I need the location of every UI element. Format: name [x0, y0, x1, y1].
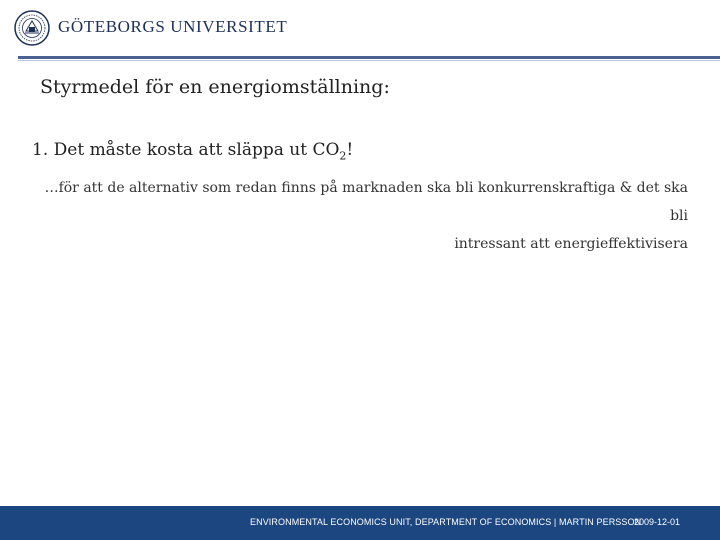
university-seal-icon [14, 10, 50, 46]
point-text: Det måste kosta att släppa ut CO [53, 140, 340, 160]
point-number: 1. [32, 140, 49, 160]
numbered-point [32, 140, 353, 162]
slide-title: Styrmedel för en energiomställning: [40, 76, 390, 98]
detail-line: …för att de alternativ som redan finns på marknaden ska bli konkurrenskraftiga & det ska bli [44, 180, 688, 224]
footer-credit: ENVIRONMENTAL ECONOMICS UNIT, DEPARTMENT OF ECONOMICS | MARTIN PERSSON [250, 517, 642, 527]
header-divider-thin [18, 60, 720, 61]
detail-line: intressant att energieffektivisera [454, 236, 688, 252]
point-end: ! [346, 140, 354, 160]
footer-date: 2009-12-01 [634, 517, 681, 527]
point-subscript: 2 [339, 149, 347, 163]
point-detail [36, 174, 688, 258]
university-name: GÖTEBORGS UNIVERSITET [58, 17, 288, 36]
slide-header [0, 0, 720, 56]
slide-footer [0, 506, 720, 540]
header-divider [18, 56, 720, 59]
